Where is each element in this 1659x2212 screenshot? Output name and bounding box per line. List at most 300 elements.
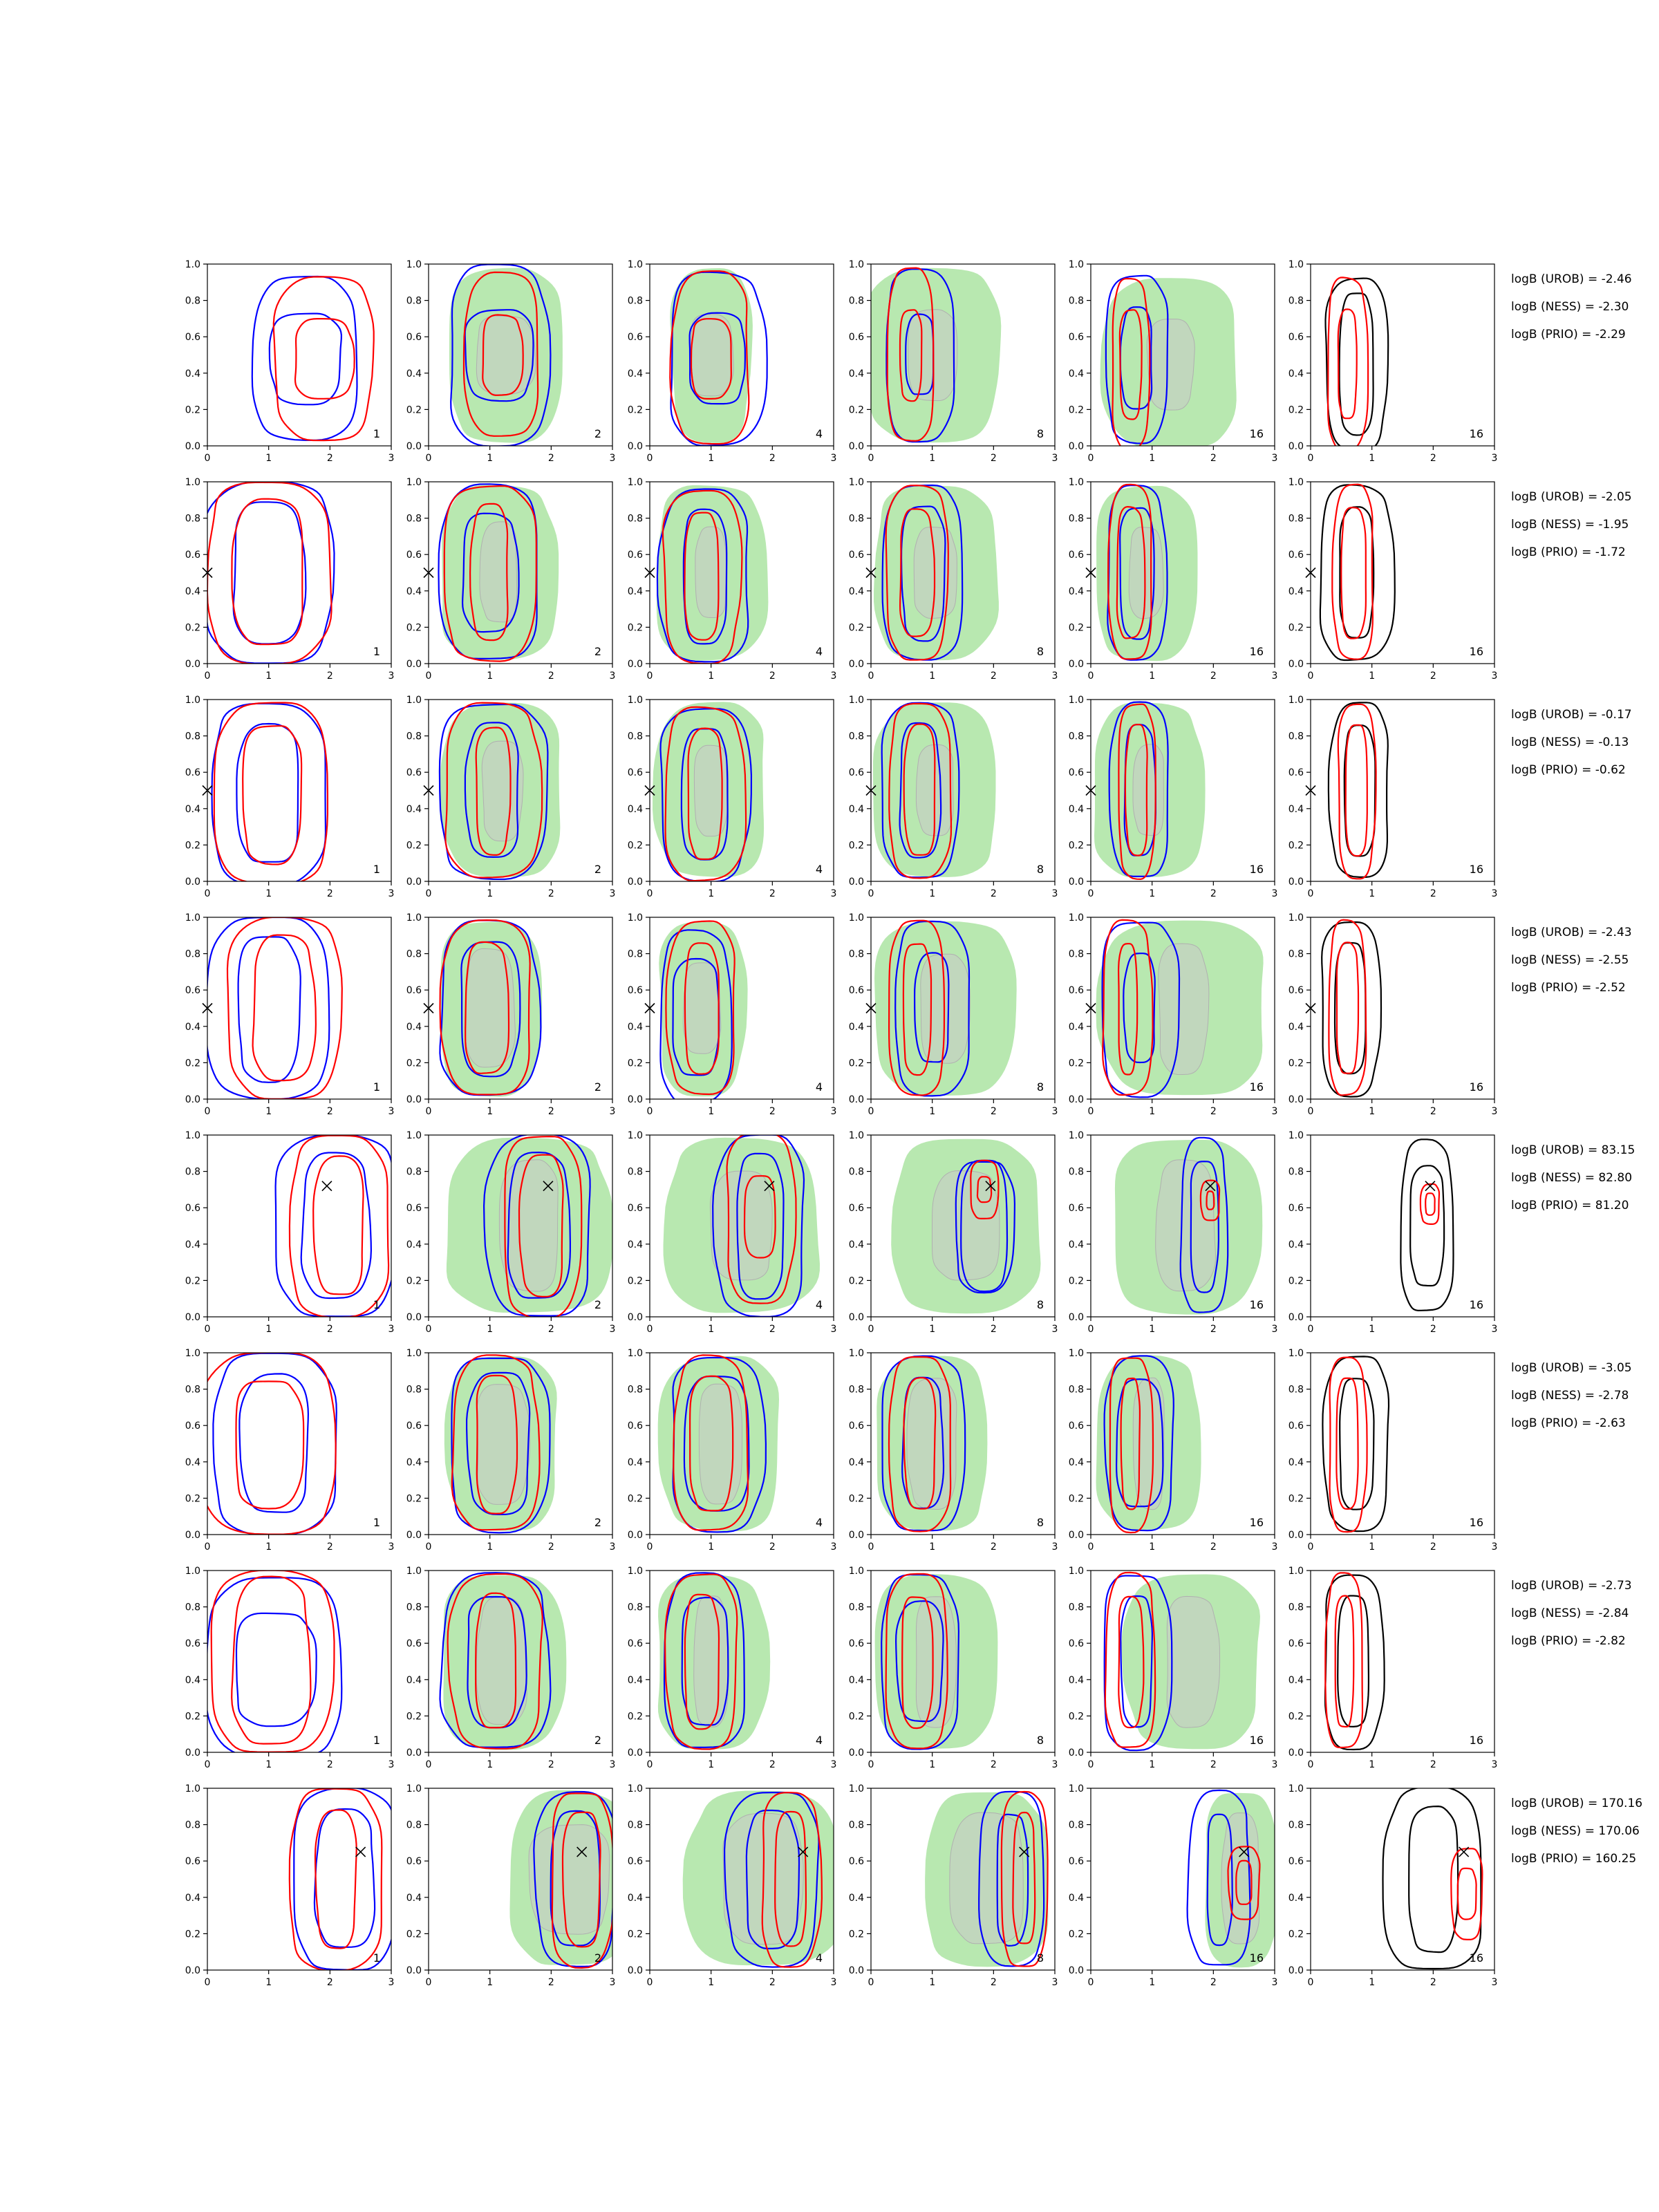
y-tick-label: 0.8 bbox=[185, 731, 200, 742]
y-tick-label: 0.6 bbox=[185, 985, 200, 997]
x-tick-label: 0 bbox=[1087, 1977, 1094, 1988]
y-tick-label: 0.4 bbox=[627, 1456, 643, 1468]
y-tick-label: 0.6 bbox=[1068, 1203, 1084, 1215]
y-tick-label: 0.0 bbox=[1068, 1965, 1084, 1976]
x-tick-label: 1 bbox=[929, 888, 936, 899]
prior-core-region bbox=[950, 1812, 1024, 1944]
y-tick-label: 0.0 bbox=[406, 877, 422, 888]
y-tick-label: 0.8 bbox=[848, 1602, 864, 1613]
y-tick-label: 1.0 bbox=[406, 1130, 422, 1141]
y-tick-label: 0.8 bbox=[185, 1166, 200, 1178]
y-tick-label: 0.6 bbox=[185, 767, 200, 779]
y-tick-label: 0.8 bbox=[627, 1384, 643, 1396]
x-tick-label: 1 bbox=[708, 1541, 715, 1553]
y-tick-label: 1.0 bbox=[406, 259, 422, 270]
y-tick-label: 0.6 bbox=[406, 1203, 422, 1215]
y-tick-label: 0.2 bbox=[848, 1493, 864, 1505]
panel-plot-area bbox=[659, 921, 747, 1104]
panel-plot-area bbox=[444, 1355, 557, 1533]
y-tick-label: 0.0 bbox=[406, 1094, 422, 1105]
panel-corner-label: 2 bbox=[594, 1298, 601, 1311]
panel-corner-label: 1 bbox=[373, 645, 380, 658]
x-tick-label: 2 bbox=[769, 1541, 776, 1553]
logB-urob-text: logB (UROB) = 170.16 bbox=[1511, 1797, 1643, 1810]
x-tick-label: 0 bbox=[1307, 1541, 1314, 1553]
x-tick-label: 3 bbox=[1491, 1106, 1498, 1117]
x-tick-label: 0 bbox=[1087, 1106, 1094, 1117]
y-tick-label: 0.8 bbox=[185, 1602, 200, 1613]
logB-prio-text: logB (PRIO) = -2.52 bbox=[1511, 981, 1626, 995]
logB-ness-text: logB (NESS) = -0.13 bbox=[1511, 735, 1629, 749]
x-tick-label: 3 bbox=[609, 453, 616, 464]
x-tick-label: 2 bbox=[326, 1541, 333, 1553]
y-tick-label: 0.0 bbox=[1288, 877, 1304, 888]
logB-urob-text: logB (UROB) = -2.73 bbox=[1511, 1579, 1632, 1593]
panel-plot-area bbox=[1096, 1355, 1201, 1533]
x-tick-label: 1 bbox=[265, 1977, 272, 1988]
y-tick-label: 0.6 bbox=[185, 332, 200, 344]
x-tick-label: 2 bbox=[769, 1324, 776, 1335]
x-tick-label: 0 bbox=[204, 1759, 211, 1770]
panel-plot-area bbox=[1094, 702, 1206, 879]
panel-plot-area bbox=[873, 702, 996, 878]
prior-core-region bbox=[1221, 1813, 1259, 1944]
x-tick-label: 3 bbox=[830, 453, 837, 464]
x-tick-label: 3 bbox=[388, 1324, 395, 1335]
x-tick-label: 2 bbox=[1430, 1106, 1436, 1117]
y-tick-label: 0.4 bbox=[406, 368, 422, 379]
panel-corner-label: 16 bbox=[1469, 427, 1483, 440]
y-tick-label: 0.0 bbox=[848, 1530, 864, 1541]
y-tick-label: 0.6 bbox=[627, 332, 643, 344]
panel-corner-label: 2 bbox=[594, 645, 601, 658]
y-tick-label: 1.0 bbox=[1288, 1566, 1304, 1577]
y-tick-label: 0.0 bbox=[185, 659, 200, 670]
y-tick-label: 0.6 bbox=[1288, 1421, 1304, 1432]
logB-prio-text: logB (PRIO) = -2.63 bbox=[1511, 1416, 1626, 1430]
y-tick-label: 0.6 bbox=[406, 1421, 422, 1432]
x-tick-label: 2 bbox=[990, 453, 997, 464]
logB-annotations-row-4 bbox=[1511, 926, 1632, 995]
logB-urob-text: logB (UROB) = -2.43 bbox=[1511, 926, 1632, 939]
panel-corner-label: 16 bbox=[1469, 863, 1483, 876]
x-tick-label: 2 bbox=[1430, 1541, 1436, 1553]
panel-corner-label: 16 bbox=[1249, 1080, 1264, 1094]
y-tick-label: 0.0 bbox=[627, 659, 643, 670]
x-tick-label: 3 bbox=[1271, 453, 1278, 464]
x-tick-label: 3 bbox=[1051, 888, 1058, 899]
logB-annotations-row-3 bbox=[1511, 708, 1632, 777]
panel-corner-label: 8 bbox=[1036, 1298, 1044, 1311]
y-tick-label: 0.0 bbox=[627, 441, 643, 452]
x-tick-label: 0 bbox=[425, 1759, 432, 1770]
x-tick-label: 1 bbox=[929, 1977, 936, 1988]
prior-core-region bbox=[695, 527, 727, 618]
y-tick-label: 0.8 bbox=[848, 295, 864, 307]
y-tick-label: 0.0 bbox=[185, 1094, 200, 1105]
x-tick-label: 0 bbox=[646, 1541, 653, 1553]
x-tick-label: 2 bbox=[547, 1324, 554, 1335]
panel-corner-label: 4 bbox=[815, 1298, 823, 1311]
y-tick-label: 1.0 bbox=[627, 1130, 643, 1141]
x-tick-label: 1 bbox=[1149, 1541, 1156, 1553]
y-tick-label: 0.8 bbox=[1068, 1384, 1084, 1396]
y-tick-label: 0.0 bbox=[406, 1530, 422, 1541]
logB-urob-text: logB (UROB) = 83.15 bbox=[1511, 1143, 1635, 1157]
x-tick-label: 1 bbox=[1369, 453, 1376, 464]
x-tick-label: 3 bbox=[1051, 671, 1058, 682]
y-tick-label: 1.0 bbox=[1288, 259, 1304, 270]
y-tick-label: 0.0 bbox=[848, 877, 864, 888]
y-tick-label: 0.0 bbox=[185, 1965, 200, 1976]
y-tick-label: 0.4 bbox=[1288, 1892, 1304, 1904]
panel-corner-label: 16 bbox=[1469, 1298, 1483, 1311]
x-tick-label: 1 bbox=[1369, 671, 1376, 682]
x-tick-label: 1 bbox=[929, 453, 936, 464]
y-tick-label: 0.6 bbox=[1068, 332, 1084, 344]
y-tick-label: 1.0 bbox=[627, 1783, 643, 1794]
y-tick-label: 0.0 bbox=[1288, 1312, 1304, 1323]
x-tick-label: 0 bbox=[1087, 888, 1094, 899]
y-tick-label: 1.0 bbox=[848, 912, 864, 924]
y-tick-label: 0.4 bbox=[185, 1239, 200, 1250]
y-tick-label: 0.2 bbox=[185, 1711, 200, 1723]
y-tick-label: 0.4 bbox=[185, 803, 200, 815]
y-tick-label: 1.0 bbox=[848, 259, 864, 270]
y-tick-label: 1.0 bbox=[627, 695, 643, 706]
x-tick-label: 3 bbox=[1491, 1324, 1498, 1335]
x-tick-label: 1 bbox=[1149, 1106, 1156, 1117]
y-tick-label: 1.0 bbox=[627, 259, 643, 270]
y-tick-label: 0.6 bbox=[1068, 1421, 1084, 1432]
x-tick-label: 2 bbox=[769, 453, 776, 464]
y-tick-label: 0.4 bbox=[848, 1021, 864, 1033]
y-tick-label: 0.2 bbox=[185, 622, 200, 634]
prior-core-region bbox=[694, 745, 728, 836]
y-tick-label: 0.2 bbox=[1068, 404, 1084, 416]
y-tick-label: 1.0 bbox=[1068, 477, 1084, 488]
x-tick-label: 1 bbox=[1369, 1106, 1376, 1117]
logB-urob-text: logB (UROB) = -3.05 bbox=[1511, 1361, 1632, 1375]
panel-corner-label: 16 bbox=[1469, 1080, 1483, 1094]
y-tick-label: 0.0 bbox=[406, 1312, 422, 1323]
x-tick-label: 2 bbox=[990, 1759, 997, 1770]
x-tick-label: 0 bbox=[425, 1977, 432, 1988]
y-tick-label: 0.4 bbox=[848, 368, 864, 379]
y-tick-label: 0.4 bbox=[1068, 368, 1084, 379]
y-tick-label: 0.0 bbox=[406, 441, 422, 452]
y-tick-label: 0.0 bbox=[627, 877, 643, 888]
panel-corner-label: 16 bbox=[1249, 1298, 1264, 1311]
prior-core-region bbox=[480, 522, 517, 622]
x-tick-label: 3 bbox=[388, 671, 395, 682]
y-tick-label: 0.0 bbox=[1288, 1747, 1304, 1759]
prior-core-region bbox=[907, 1378, 957, 1510]
y-tick-label: 0.2 bbox=[627, 1929, 643, 1940]
panel-corner-label: 8 bbox=[1036, 1951, 1044, 1965]
panel-corner-label: 16 bbox=[1469, 645, 1483, 658]
x-tick-label: 0 bbox=[1307, 1106, 1314, 1117]
x-tick-label: 3 bbox=[1051, 1106, 1058, 1117]
panel-corner-label: 2 bbox=[594, 427, 601, 440]
panel-plot-area bbox=[440, 1573, 567, 1750]
y-tick-label: 0.6 bbox=[1068, 1638, 1084, 1650]
x-tick-label: 2 bbox=[1430, 453, 1436, 464]
y-tick-label: 0.8 bbox=[1288, 731, 1304, 742]
y-tick-label: 0.6 bbox=[185, 1638, 200, 1650]
x-tick-label: 2 bbox=[1430, 1759, 1436, 1770]
y-tick-label: 0.8 bbox=[627, 1819, 643, 1831]
x-tick-label: 2 bbox=[326, 1977, 333, 1988]
prior-core-region bbox=[1147, 319, 1194, 410]
x-tick-label: 3 bbox=[609, 1106, 616, 1117]
x-tick-label: 0 bbox=[868, 453, 874, 464]
y-tick-label: 0.4 bbox=[406, 803, 422, 815]
logB-prio-text: logB (PRIO) = 81.20 bbox=[1511, 1199, 1629, 1212]
y-tick-label: 0.4 bbox=[185, 1674, 200, 1686]
x-tick-label: 1 bbox=[1149, 1977, 1156, 1988]
y-tick-label: 0.0 bbox=[185, 441, 200, 452]
y-tick-label: 0.4 bbox=[406, 585, 422, 597]
x-tick-label: 3 bbox=[609, 1759, 616, 1770]
y-tick-label: 0.8 bbox=[1068, 731, 1084, 742]
x-tick-label: 0 bbox=[1087, 453, 1094, 464]
y-tick-label: 0.4 bbox=[627, 803, 643, 815]
x-tick-label: 0 bbox=[1087, 1541, 1094, 1553]
y-tick-label: 0.2 bbox=[406, 1275, 422, 1287]
x-tick-label: 2 bbox=[1430, 671, 1436, 682]
x-tick-label: 2 bbox=[326, 1324, 333, 1335]
x-tick-label: 2 bbox=[1210, 1541, 1217, 1553]
logB-ness-text: logB (NESS) = -1.95 bbox=[1511, 518, 1629, 532]
prior-core-region bbox=[477, 1385, 530, 1505]
x-tick-label: 1 bbox=[265, 1106, 272, 1117]
prior-core-region bbox=[1133, 744, 1163, 836]
y-tick-label: 0.4 bbox=[406, 1239, 422, 1250]
panel-plot-area bbox=[1096, 485, 1197, 661]
y-tick-label: 0.4 bbox=[627, 1239, 643, 1250]
y-tick-label: 1.0 bbox=[185, 477, 200, 488]
y-tick-label: 0.6 bbox=[1288, 767, 1304, 779]
y-tick-label: 0.2 bbox=[406, 840, 422, 852]
y-tick-label: 0.2 bbox=[848, 1058, 864, 1069]
y-tick-label: 1.0 bbox=[848, 477, 864, 488]
y-tick-label: 0.4 bbox=[1068, 585, 1084, 597]
x-tick-label: 2 bbox=[769, 671, 776, 682]
panel-plot-area bbox=[440, 920, 542, 1097]
x-tick-label: 1 bbox=[487, 453, 494, 464]
x-tick-label: 3 bbox=[830, 888, 837, 899]
panel-corner-label: 16 bbox=[1249, 427, 1264, 440]
y-tick-label: 0.2 bbox=[185, 1275, 200, 1287]
x-tick-label: 2 bbox=[769, 1977, 776, 1988]
y-tick-label: 0.6 bbox=[848, 985, 864, 997]
y-tick-label: 0.4 bbox=[848, 585, 864, 597]
x-tick-label: 0 bbox=[868, 1541, 874, 1553]
prior-core-region bbox=[694, 1596, 728, 1727]
x-tick-label: 0 bbox=[204, 1324, 211, 1335]
y-tick-label: 0.4 bbox=[1288, 1674, 1304, 1686]
x-tick-label: 2 bbox=[990, 1541, 997, 1553]
y-tick-label: 0.0 bbox=[1068, 1312, 1084, 1323]
x-tick-label: 2 bbox=[326, 888, 333, 899]
y-tick-label: 1.0 bbox=[1068, 259, 1084, 270]
panel-corner-label: 2 bbox=[594, 1080, 601, 1094]
y-tick-label: 1.0 bbox=[1288, 477, 1304, 488]
y-tick-label: 0.6 bbox=[406, 1856, 422, 1868]
x-tick-label: 2 bbox=[547, 453, 554, 464]
y-tick-label: 0.0 bbox=[848, 659, 864, 670]
y-tick-label: 0.8 bbox=[848, 513, 864, 525]
x-tick-label: 1 bbox=[929, 1106, 936, 1117]
y-tick-label: 0.0 bbox=[1288, 441, 1304, 452]
y-tick-label: 1.0 bbox=[185, 259, 200, 270]
x-tick-label: 2 bbox=[326, 1759, 333, 1770]
y-tick-label: 0.4 bbox=[848, 1456, 864, 1468]
x-tick-label: 3 bbox=[1491, 888, 1498, 899]
x-tick-label: 3 bbox=[1491, 671, 1498, 682]
x-tick-label: 0 bbox=[204, 1541, 211, 1553]
y-tick-label: 0.8 bbox=[1068, 1166, 1084, 1178]
y-tick-label: 0.2 bbox=[185, 1493, 200, 1505]
x-tick-label: 2 bbox=[547, 1106, 554, 1117]
x-tick-label: 1 bbox=[1149, 453, 1156, 464]
panel-corner-label: 16 bbox=[1249, 863, 1264, 876]
x-tick-label: 1 bbox=[265, 1324, 272, 1335]
x-tick-label: 2 bbox=[1210, 671, 1217, 682]
x-tick-label: 2 bbox=[547, 888, 554, 899]
y-tick-label: 0.2 bbox=[848, 404, 864, 416]
x-tick-label: 2 bbox=[769, 1759, 776, 1770]
y-tick-label: 0.6 bbox=[627, 550, 643, 561]
prior-core-region bbox=[710, 1171, 772, 1280]
y-tick-label: 0.2 bbox=[627, 1058, 643, 1069]
y-tick-label: 0.4 bbox=[1288, 368, 1304, 379]
y-tick-label: 1.0 bbox=[185, 912, 200, 924]
logB-ness-text: logB (NESS) = 170.06 bbox=[1511, 1824, 1640, 1838]
y-tick-label: 0.0 bbox=[1068, 877, 1084, 888]
y-tick-label: 0.8 bbox=[1288, 295, 1304, 307]
prior-core-region bbox=[921, 954, 970, 1063]
y-tick-label: 0.8 bbox=[1068, 948, 1084, 960]
x-tick-label: 1 bbox=[487, 1977, 494, 1988]
x-tick-label: 3 bbox=[1051, 1977, 1058, 1988]
x-tick-label: 2 bbox=[326, 453, 333, 464]
y-tick-label: 0.4 bbox=[185, 1892, 200, 1904]
x-tick-label: 1 bbox=[487, 1541, 494, 1553]
x-tick-label: 3 bbox=[1491, 1759, 1498, 1770]
x-tick-label: 2 bbox=[769, 1106, 776, 1117]
y-tick-label: 0.8 bbox=[185, 1819, 200, 1831]
x-tick-label: 2 bbox=[547, 1977, 554, 1988]
x-tick-label: 1 bbox=[929, 1759, 936, 1770]
x-tick-label: 3 bbox=[609, 671, 616, 682]
x-tick-label: 0 bbox=[1307, 1977, 1314, 1988]
x-tick-label: 1 bbox=[929, 1324, 936, 1335]
x-tick-label: 3 bbox=[1051, 453, 1058, 464]
x-tick-label: 1 bbox=[265, 1541, 272, 1553]
y-tick-label: 1.0 bbox=[627, 912, 643, 924]
prior-core-region bbox=[683, 963, 721, 1054]
y-tick-label: 1.0 bbox=[1068, 1783, 1084, 1794]
x-tick-label: 1 bbox=[265, 1759, 272, 1770]
y-tick-label: 0.8 bbox=[848, 1166, 864, 1178]
y-tick-label: 0.4 bbox=[1288, 1239, 1304, 1250]
y-tick-label: 0.0 bbox=[1288, 659, 1304, 670]
x-tick-label: 2 bbox=[1210, 453, 1217, 464]
y-tick-label: 0.0 bbox=[1068, 441, 1084, 452]
y-tick-label: 0.8 bbox=[627, 1602, 643, 1613]
x-tick-label: 1 bbox=[265, 671, 272, 682]
panel-plot-area bbox=[874, 485, 999, 660]
x-tick-label: 2 bbox=[1210, 1977, 1217, 1988]
y-tick-label: 0.2 bbox=[1288, 840, 1304, 852]
x-tick-label: 0 bbox=[646, 671, 653, 682]
x-tick-label: 1 bbox=[708, 1324, 715, 1335]
y-tick-label: 0.2 bbox=[627, 840, 643, 852]
y-tick-label: 0.6 bbox=[627, 1421, 643, 1432]
y-tick-label: 0.2 bbox=[627, 1711, 643, 1723]
y-tick-label: 0.2 bbox=[406, 1711, 422, 1723]
y-tick-label: 0.2 bbox=[406, 404, 422, 416]
panel-plot-area bbox=[1100, 276, 1237, 450]
y-tick-label: 1.0 bbox=[1288, 1348, 1304, 1359]
x-tick-label: 2 bbox=[990, 888, 997, 899]
y-tick-label: 0.8 bbox=[406, 295, 422, 307]
x-tick-label: 1 bbox=[708, 1759, 715, 1770]
y-tick-label: 0.0 bbox=[1068, 1530, 1084, 1541]
prior-core-region bbox=[1159, 944, 1209, 1074]
x-tick-label: 3 bbox=[609, 1541, 616, 1553]
y-tick-label: 0.2 bbox=[1068, 840, 1084, 852]
x-tick-label: 0 bbox=[425, 1106, 432, 1117]
y-tick-label: 0.6 bbox=[1068, 1856, 1084, 1868]
y-tick-label: 0.6 bbox=[1288, 332, 1304, 344]
panel-plot-area bbox=[863, 268, 1001, 443]
y-tick-label: 1.0 bbox=[185, 1130, 200, 1141]
x-tick-label: 2 bbox=[326, 671, 333, 682]
y-tick-label: 0.4 bbox=[406, 1021, 422, 1033]
x-tick-label: 1 bbox=[1149, 671, 1156, 682]
y-tick-label: 0.8 bbox=[1068, 1819, 1084, 1831]
y-tick-label: 0.0 bbox=[627, 1530, 643, 1541]
y-tick-label: 0.0 bbox=[627, 1747, 643, 1759]
y-tick-label: 0.6 bbox=[1068, 550, 1084, 561]
y-tick-label: 1.0 bbox=[185, 1783, 200, 1794]
y-tick-label: 0.8 bbox=[185, 295, 200, 307]
y-tick-label: 0.2 bbox=[1068, 1929, 1084, 1940]
logB-ness-text: logB (NESS) = -2.55 bbox=[1511, 953, 1629, 967]
y-tick-label: 0.2 bbox=[627, 622, 643, 634]
y-tick-label: 0.6 bbox=[627, 985, 643, 997]
x-tick-label: 2 bbox=[326, 1106, 333, 1117]
y-tick-label: 0.8 bbox=[406, 1602, 422, 1613]
panel-corner-label: 4 bbox=[815, 1516, 823, 1529]
y-tick-label: 0.2 bbox=[1288, 1275, 1304, 1287]
panel-corner-label: 2 bbox=[594, 1951, 601, 1965]
y-tick-label: 0.0 bbox=[406, 659, 422, 670]
y-tick-label: 0.2 bbox=[406, 622, 422, 634]
y-tick-label: 1.0 bbox=[406, 1783, 422, 1794]
y-tick-label: 0.4 bbox=[406, 1892, 422, 1904]
panel-corner-label: 16 bbox=[1469, 1734, 1483, 1747]
y-tick-label: 1.0 bbox=[406, 477, 422, 488]
y-tick-label: 0.8 bbox=[627, 513, 643, 525]
logB-annotations-row-8 bbox=[1511, 1797, 1642, 1866]
x-tick-label: 2 bbox=[990, 1977, 997, 1988]
panel-corner-label: 8 bbox=[1036, 1516, 1044, 1529]
x-tick-label: 3 bbox=[609, 1977, 616, 1988]
